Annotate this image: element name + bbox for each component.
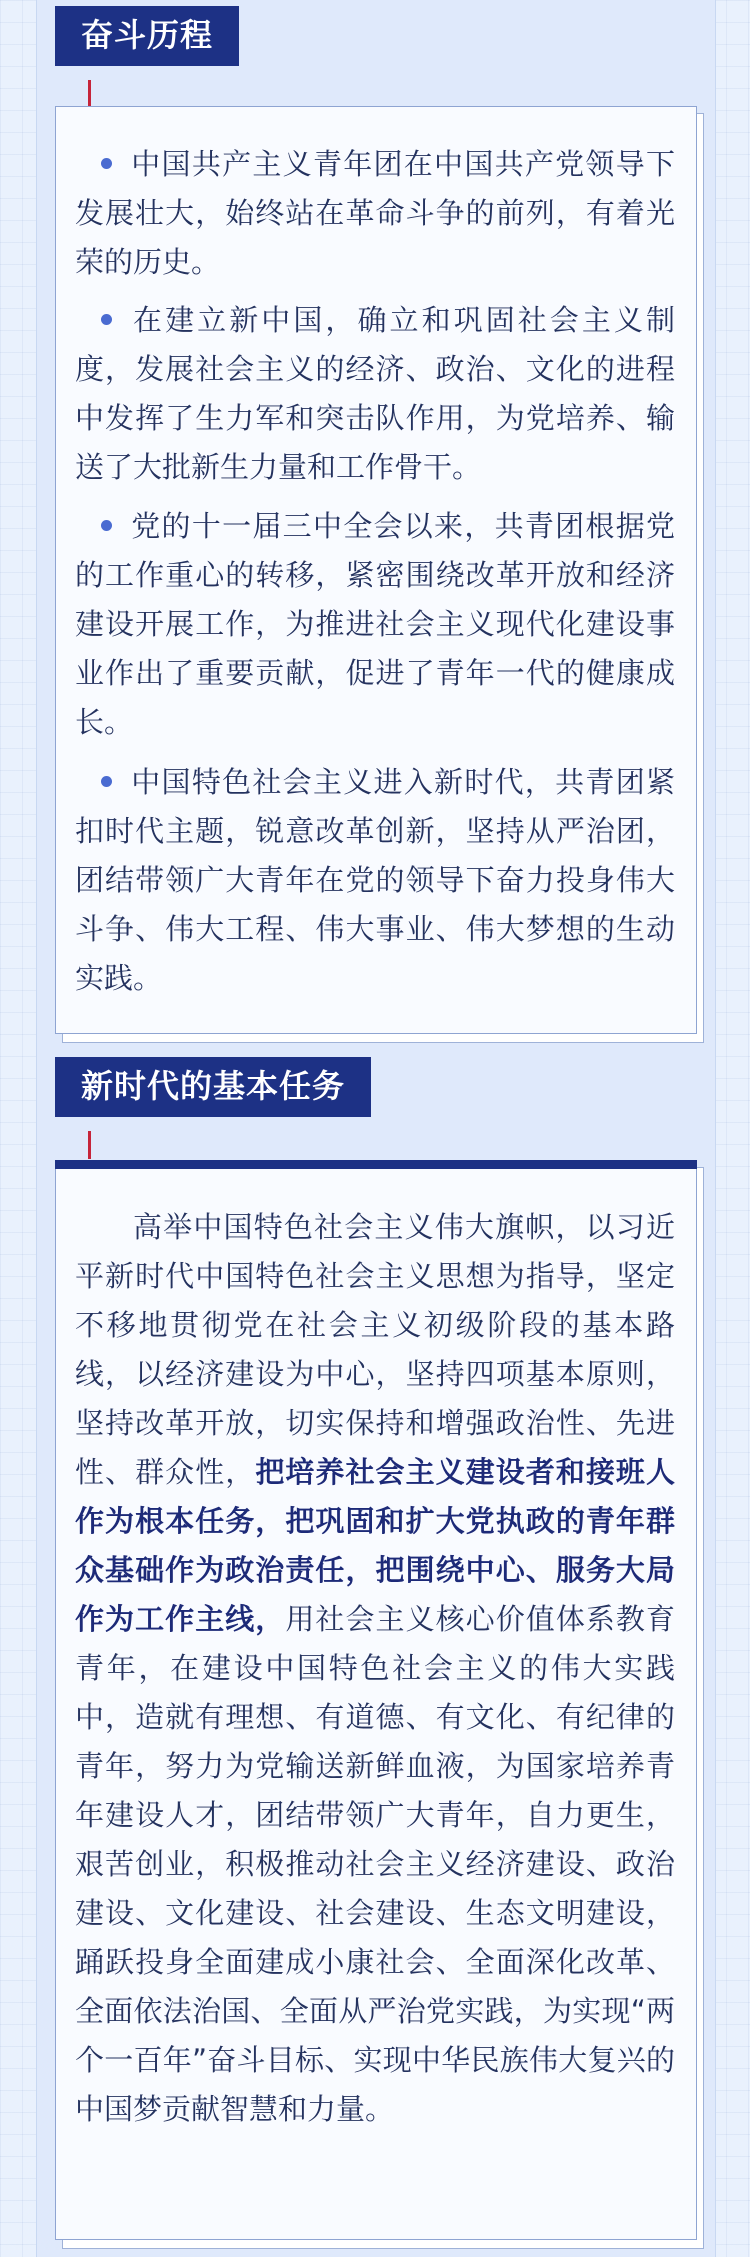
tasks-text-bold: 把培养社会主义建设者和接班人作为根本任务，把巩固和扩大党执政的青年群众基础作为政治责任，把围绕中心、服务大局作为工作主线， [75, 1455, 675, 1636]
heading-connector [88, 80, 91, 108]
heading-connector [88, 1131, 91, 1159]
section-heading-history: 奋斗历程 [55, 6, 239, 64]
history-item-3-text: 党的十一届三中全会以来，共青团根据党的工作重心的转移，紧密围绕改革开放和经济建设开展工作，为推进社会主义现代化建设事业作出了重要贡献，促进了青年一代的健康成长。 [75, 509, 675, 739]
tasks-text-part1: 高举中国特色社会主义伟大旗帜，以习近平新时代中国特色社会主义思想为指导，坚定不移地贯彻党在社会主义初级阶段的基本路线，以经济建设为中心，坚持四项基本原则，坚持改革开放，切实保持和增强政治性、先进性、群众性， [75, 1210, 675, 1489]
history-item-1 [75, 140, 675, 287]
card-top-bar [55, 1160, 697, 1169]
history-item-4 [75, 758, 675, 1003]
history-item-2 [75, 296, 675, 492]
history-item-3 [75, 502, 675, 747]
history-item-1-text: 中国共产主义青年团在中国共产党领导下发展壮大，始终站在革命斗争的前列，有着光荣的历史。 [75, 147, 675, 279]
page-margin-left [0, 0, 36, 2257]
section-heading-tasks: 新时代的基本任务 [55, 1057, 371, 1115]
history-item-2-text: 在建立新中国，确立和巩固社会主义制度，发展社会主义的经济、政治、文化的进程中发挥了生力军和突击队作用，为党培养、输送了大批新生力量和工作骨干。 [75, 303, 675, 484]
bullet-icon [101, 314, 112, 325]
bullet-icon [101, 158, 112, 169]
history-item-4-text: 中国特色社会主义进入新时代，共青团紧扣时代主题，锐意改革创新，坚持从严治团，团结带领广大青年在党的领导下奋力投身伟大斗争、伟大工程、伟大事业、伟大梦想的生动实践。 [75, 765, 675, 995]
page-margin-right [714, 0, 750, 2257]
bullet-icon [101, 520, 112, 531]
bullet-icon [101, 776, 112, 787]
tasks-paragraph [75, 1203, 675, 2134]
tasks-text-part2: 用社会主义核心价值体系教育青年，在建设中国特色社会主义的伟大实践中，造就有理想、有道德、有文化、有纪律的青年，努力为党输送新鲜血液，为国家培养青年建设人才，团结带领广大青年，自力更生，艰苦创业，积极推动社会主义经济建设、政治建设、文化建设、社会建设、生态文明建设，踊跃投身全面建成小康社会、全面深化改革、全面依法治国、全面从严治党实践，为实现“两个一百年”奋斗目标、实现中华民族伟大复兴的中国梦贡献智慧和力量。 [75, 1602, 675, 2126]
